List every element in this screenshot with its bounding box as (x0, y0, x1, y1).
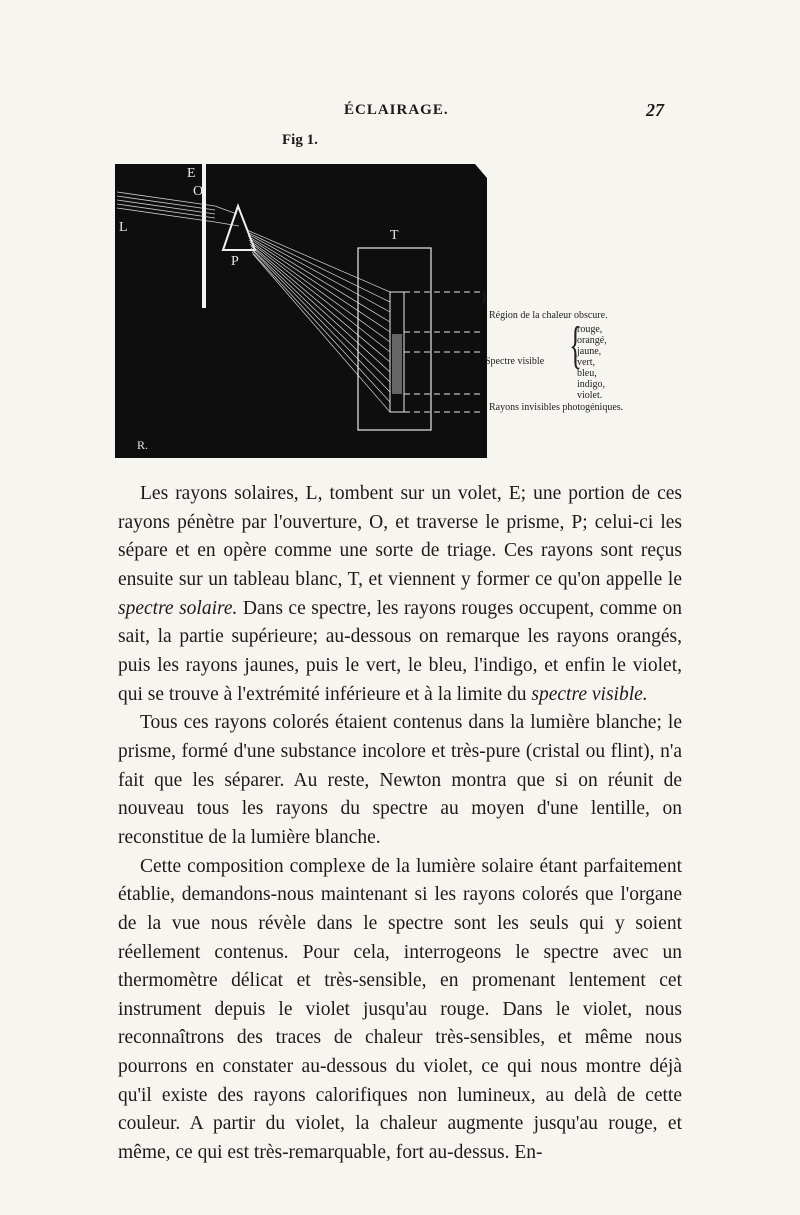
legend-obscure: Région de la chaleur obscure. (489, 310, 608, 321)
legend-color: rouge, (577, 324, 603, 335)
legend-color: violet. (577, 390, 603, 401)
legend-color: indigo, (577, 379, 606, 390)
figure-letter-o: O (193, 184, 204, 199)
body-text (118, 480, 682, 1168)
figure-letter-t: T (390, 228, 399, 243)
paragraph-2: Tous ces rayons colorés étaient contenus dans la lumière blanche; le prisme, formé d'une substance incolore et très-pure (cristal ou flint), n'a fait que les séparer. Au reste, Newton montra que si on réunit de nouveau tous les rayons du spectre au moyen d'une lentille, on reconstitue de la lumière blanche. (118, 712, 682, 848)
figure-label: Fig 1. (282, 132, 318, 148)
figure-legend (481, 290, 687, 430)
paragraph-1 (118, 480, 682, 709)
paragraph-1-part: Dans ce spectre, les rayons rouges occupent, comme on sait, la partie supérieure; au-dessous on remarque les rayons orangés, puis les rayons jaunes, puis le vert, le bleu, l'indigo, et enfin le violet, qui se trouve à l'extrémité inférieure et à la limite du (118, 597, 683, 705)
legend-color: bleu, (577, 368, 597, 379)
prism-engraving (115, 156, 487, 458)
emphasis-spectre-solaire: spectre solaire. (118, 597, 238, 619)
paragraph-1-part: Les rayons solaires, L, tombent sur un volet, E; une portion de ces rayons pénètre par l'ouverture, O, et traverse le prisme, P; celui-ci les sépare et en opère comme une sorte de triage. Ces rayons sont reçus ensuite sur un tableau blanc, T, et viennent y former ce qu'on appelle le (118, 483, 682, 590)
page-number: 27 (646, 100, 664, 120)
figure-letter-p: P (231, 254, 239, 269)
figure-letter-l: L (119, 220, 128, 235)
figure-letter-e: E (187, 166, 196, 181)
legend-color: vert, (577, 357, 596, 368)
engraver-signature: R. (137, 438, 149, 452)
brace-icon: } (481, 290, 488, 305)
legend-color: orangé, (577, 335, 607, 346)
legend-invisibles: Rayons invisibles photogéniques. (489, 402, 624, 413)
legend-spectre-visible: Spectre visible (485, 356, 545, 367)
running-title: ÉCLAIRAGE. (344, 102, 449, 118)
brace-icon: { (569, 317, 582, 374)
emphasis-spectre-visible: spectre visible. (531, 683, 648, 705)
prism-figure (115, 156, 487, 458)
legend-color: jaune, (577, 346, 602, 357)
paragraph-3: Cette composition complexe de la lumière solaire étant parfaitement établie, demandons-nous maintenant si les rayons colorés que l'organe de la vue nous révèle dans le spectre sont les seuls qui y soient réellement contenus. Pour cela, interrogeons le spectre avec un thermomètre délicat et très-sensible, en promenant lentement cet instrument depuis le violet jusqu'au rouge. Dans le violet, nous reconnaîtrons des traces de chaleur très-sensibles, et même nous pourrons en constater au-dessous du violet, ce qui nous montre déjà qu'il existe des rayons calorifiques non lumineux, au delà de cette couleur. A partir du violet, la chaleur augmente jusqu'au rouge, et même, ce qui est très-remarquable, fort au-dessus. En- (118, 855, 682, 1164)
page-header (0, 102, 800, 126)
